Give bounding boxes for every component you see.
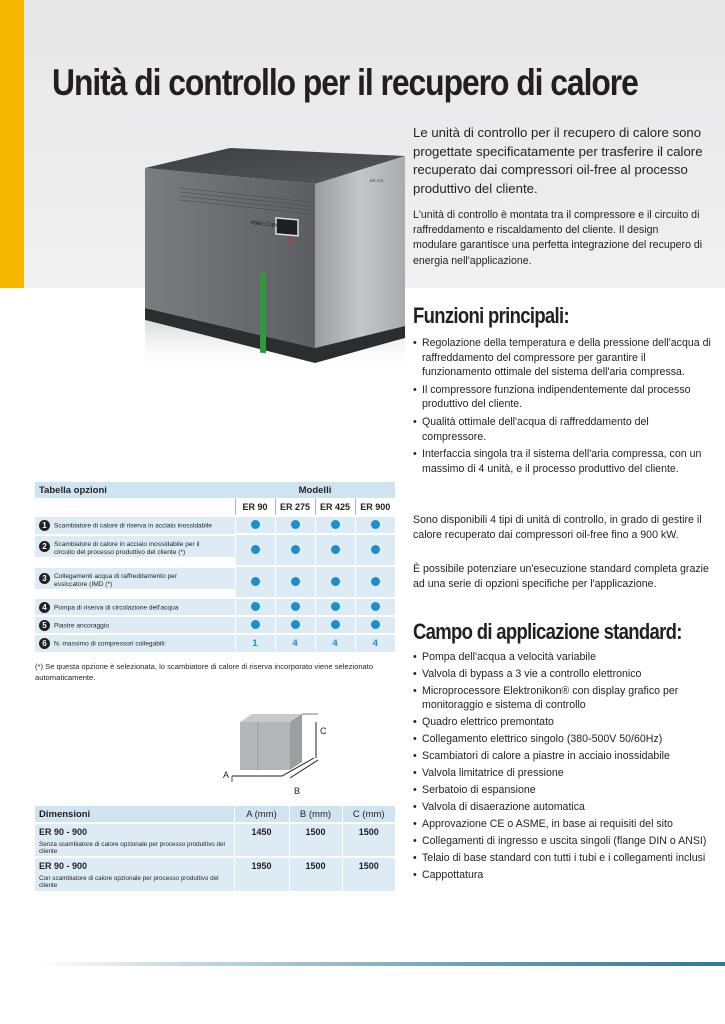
dimension-value: 1500 xyxy=(289,857,342,891)
table-row xyxy=(35,823,395,857)
available-dot-icon xyxy=(251,520,260,529)
available-dot-icon xyxy=(291,577,300,586)
svg-text:ER 275: ER 275 xyxy=(370,178,384,183)
table-row xyxy=(35,566,395,598)
table-row xyxy=(35,857,395,891)
max-compressors-value: 4 xyxy=(355,634,395,652)
available-dot-icon xyxy=(331,577,340,586)
max-compressors-value: 4 xyxy=(315,634,355,652)
dimension-value: 1500 xyxy=(289,823,342,857)
list-item: • Il compressore funziona indipendentemente dal processo produttivo del cliente. xyxy=(413,383,713,412)
dimension-value: 1500 xyxy=(342,823,395,857)
campo-list xyxy=(413,650,713,885)
footer-rule xyxy=(35,962,725,966)
option-number: 5 xyxy=(39,620,50,631)
table-row xyxy=(35,616,395,634)
list-item: • Collegamento elettrico singolo (380-500V 50/60Hz) xyxy=(413,732,713,746)
column-header: C (mm) xyxy=(342,806,395,823)
model-description: Senza scambiatore di calore opzionale per processo produttivo del cliente xyxy=(39,841,225,855)
list-item: • Valvola di disaerazione automatica xyxy=(413,800,713,814)
model-range: ER 90 - 900 xyxy=(39,861,88,871)
dimensions-table-header xyxy=(35,806,395,823)
accent-bar xyxy=(0,0,24,288)
available-dot-icon xyxy=(291,545,300,554)
available-dot-icon xyxy=(371,545,380,554)
model-header: ER 275 xyxy=(275,498,315,516)
campo-title: Campo di applicazione standard: xyxy=(413,619,682,644)
list-item: • Serbatoio di espansione xyxy=(413,783,713,797)
available-dot-icon xyxy=(251,545,260,554)
funzioni-para-2: È possibile potenziare un'esecuzione standard completa grazie ad una serie di opzioni specifiche per l'applicazione. xyxy=(413,563,709,590)
table-row xyxy=(35,634,395,652)
page-title: Unità di controllo per il recupero di calore xyxy=(52,62,638,103)
funzioni-title: Funzioni principali: xyxy=(413,303,569,328)
list-item: • Cappottatura xyxy=(413,868,713,882)
table-row xyxy=(35,534,395,566)
option-label: N. massimo di compressori collegabili: xyxy=(54,640,167,648)
list-item: • Regolazione della temperatura e della pressione dell'acqua di raffreddamento del compressore per garantire il funzionamento ottimale del sistema dell'aria compressa. xyxy=(413,336,713,380)
dimensions-table xyxy=(35,806,395,891)
column-header: A (mm) xyxy=(234,806,289,823)
options-table xyxy=(35,482,395,652)
available-dot-icon xyxy=(371,577,380,586)
option-label: Scambiatore di calore di riserva in acciaio inossidabile xyxy=(54,522,212,530)
label-a: A xyxy=(223,770,230,780)
option-number: 2 xyxy=(39,541,50,552)
svg-text:Atlas Copco: Atlas Copco xyxy=(249,220,283,230)
available-dot-icon xyxy=(331,602,340,611)
dimensions-title: Dimensioni xyxy=(35,806,234,823)
models-label: Modelli xyxy=(235,482,395,498)
intro-body: L'unità di controllo è montata tra il compressore e il circuito di raffreddamento e riscaldamento del cliente. Il design modulare garantisce una perfetta integrazione del recupero di energia nell'applicazione. xyxy=(413,209,703,267)
max-compressors-value: 1 xyxy=(235,634,275,652)
list-item: • Collegamenti di ingresso e uscita singoli (flange DIN o ANSI) xyxy=(413,834,713,848)
available-dot-icon xyxy=(331,520,340,529)
model-header: ER 900 xyxy=(355,498,395,516)
available-dot-icon xyxy=(331,620,340,629)
available-dot-icon xyxy=(291,602,300,611)
available-dot-icon xyxy=(291,620,300,629)
list-item: • Microprocessore Elektronikon® con display grafico per monitoraggio e sistema di controllo xyxy=(413,684,713,712)
list-item: • Scambiatori di calore a piastre in acciaio inossidabile xyxy=(413,749,713,763)
list-item: • Pompa dell'acqua a velocità variabile xyxy=(413,650,713,664)
options-table-header xyxy=(35,482,395,498)
available-dot-icon xyxy=(331,545,340,554)
list-item: • Valvola di bypass a 3 vie a controllo elettronico xyxy=(413,667,713,681)
option-number: 3 xyxy=(39,573,50,584)
table-row xyxy=(35,598,395,616)
table-row xyxy=(35,516,395,534)
funzioni-list xyxy=(413,336,713,479)
dimension-value: 1950 xyxy=(234,857,289,891)
available-dot-icon xyxy=(251,602,260,611)
label-c: C xyxy=(320,726,327,736)
model-header: ER 90 xyxy=(235,498,275,516)
list-item: • Quadro elettrico premontato xyxy=(413,715,713,729)
label-b: B xyxy=(294,786,301,796)
available-dot-icon xyxy=(251,620,260,629)
available-dot-icon xyxy=(291,520,300,529)
option-label: Piastre ancoraggio xyxy=(54,621,109,629)
available-dot-icon xyxy=(371,620,380,629)
list-item: • Telaio di base standard con tutti i tubi e i collegamenti inclusi xyxy=(413,851,713,865)
option-number: 6 xyxy=(39,638,50,649)
dimension-value: 1500 xyxy=(342,857,395,891)
option-number: 4 xyxy=(39,602,50,613)
heat-recovery-unit-image xyxy=(140,148,410,378)
intro-lead: Le unità di controllo per il recupero di calore sono progettate specificatamente per trasferire il calore recuperato dai compressori oil-free al processo produttivo del cliente. xyxy=(413,125,703,196)
option-label: Pompa di riserva di circolazione dell'acqua xyxy=(54,603,179,611)
available-dot-icon xyxy=(371,602,380,611)
column-header: B (mm) xyxy=(289,806,342,823)
option-number: 1 xyxy=(39,520,50,531)
option-label: Scambiatore di calore in acciaio inossidabile per il circuito del processo produttivo del cliente (*) xyxy=(54,541,200,556)
available-dot-icon xyxy=(371,520,380,529)
dimension-value: 1450 xyxy=(234,823,289,857)
list-item: • Interfaccia singola tra il sistema dell'aria compressa, con un massimo di 4 unità, e il processo produttivo del cliente. xyxy=(413,447,713,476)
list-item: • Approvazione CE o ASME, in base ai requisiti del sito xyxy=(413,817,713,831)
funzioni-para-1: Sono disponibili 4 tipi di unità di controllo, in grado di gestire il calore recuperato dai compressori oil-free fino a 900 kW. xyxy=(413,514,702,541)
available-dot-icon xyxy=(251,577,260,586)
list-item: • Qualità ottimale dell'acqua di raffreddamento del compressore. xyxy=(413,415,713,444)
options-footnote: (*) Se questa opzione è selezionata, lo scambiatore di calore di riserva incorporato viene selezionato automaticamente. xyxy=(35,662,374,682)
list-item: • Valvola limitatrice di pressione xyxy=(413,766,713,780)
dimension-diagram xyxy=(220,712,340,798)
max-compressors-value: 4 xyxy=(275,634,315,652)
options-table-title: Tabella opzioni xyxy=(35,482,235,498)
models-row xyxy=(35,498,395,516)
option-label: Collegamenti acqua di raffreddamento per essiccatore (IMD (*) xyxy=(54,573,178,588)
model-range: ER 90 - 900 xyxy=(39,827,88,837)
model-description: Con scambiatore di calore opzionale per processo produttivo del cliente xyxy=(39,875,219,889)
model-header: ER 425 xyxy=(315,498,355,516)
